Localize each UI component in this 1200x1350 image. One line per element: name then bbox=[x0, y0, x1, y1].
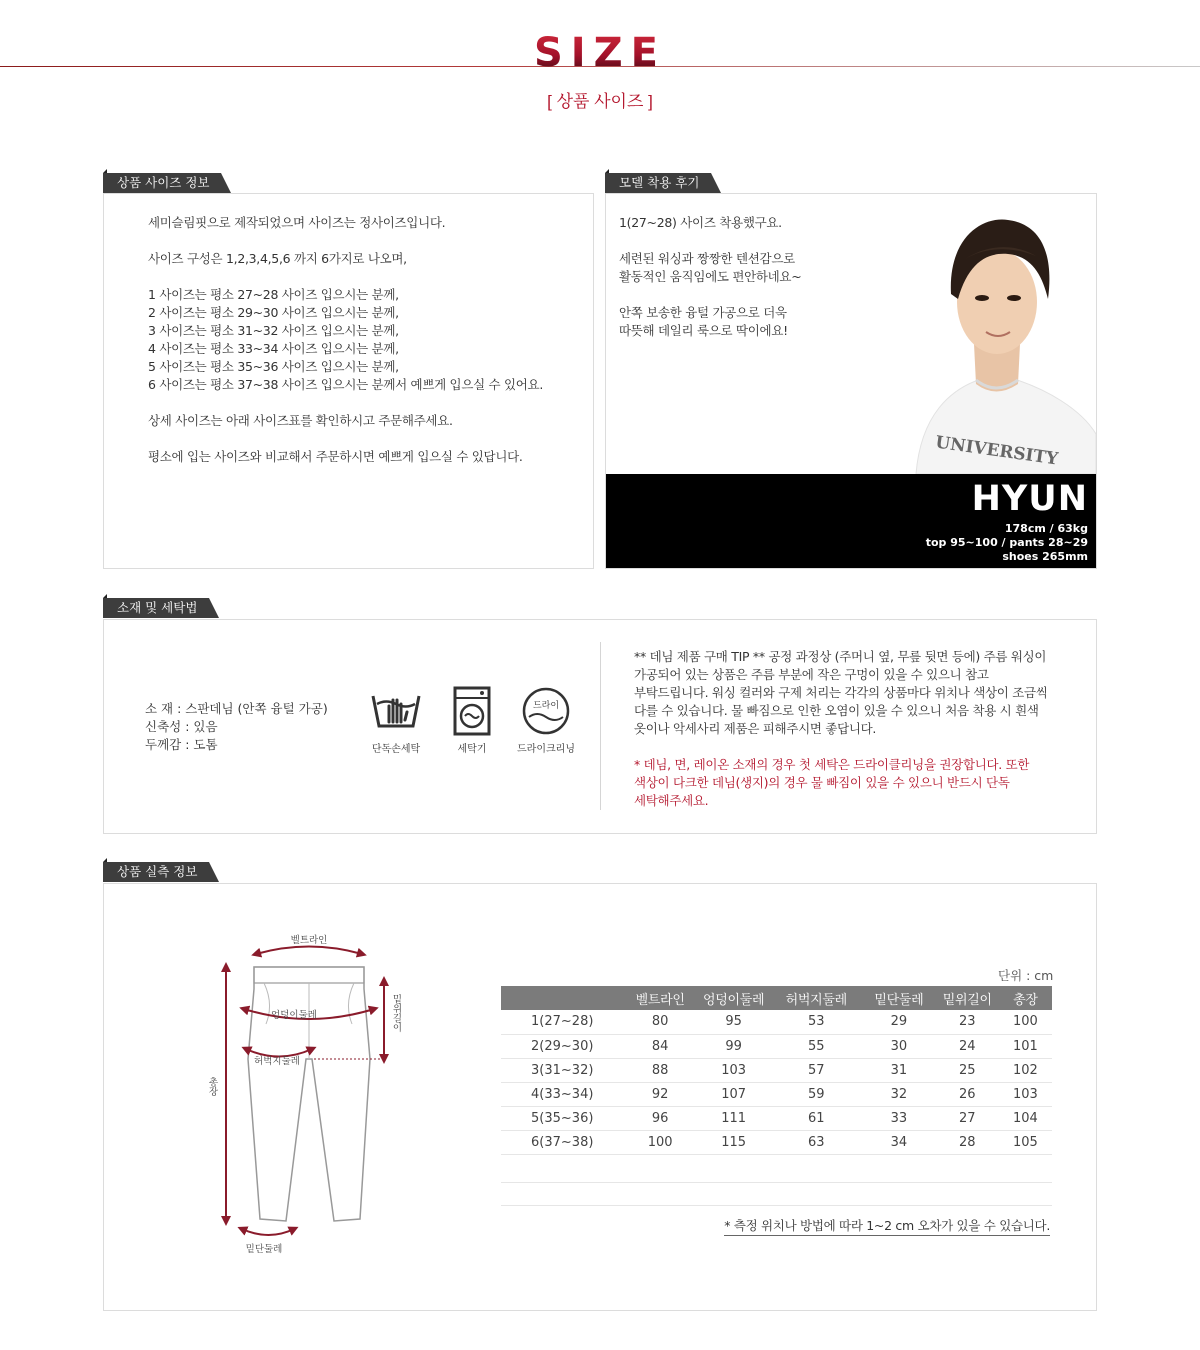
diagram-rise-label: 밑위길이 bbox=[390, 994, 402, 1032]
wash-item-machine bbox=[442, 686, 502, 755]
table-cell: 103 bbox=[697, 1058, 770, 1082]
size-info-line: 상세 사이즈는 아래 사이즈표를 확인하시고 주문해주세요. bbox=[148, 413, 453, 428]
table-row bbox=[501, 1010, 1052, 1034]
size-info-line bbox=[148, 232, 543, 250]
model-shoe-size: shoes 265mm bbox=[1002, 550, 1088, 563]
table-cell: 88 bbox=[623, 1058, 696, 1082]
table-cell: 55 bbox=[770, 1034, 862, 1058]
table-cell: 96 bbox=[623, 1106, 696, 1130]
table-row bbox=[501, 1082, 1052, 1106]
table-header-cell: 허벅지둘레 bbox=[770, 986, 862, 1010]
material-line: 소 재 : 스판데님 (안쪽 융털 가공) bbox=[145, 701, 328, 716]
model-review-line: 따뜻해 데일리 룩으로 딱이에요! bbox=[619, 323, 788, 338]
table-cell: 5(35~36) bbox=[501, 1106, 623, 1130]
size-info-box bbox=[103, 193, 594, 569]
diagram-hem-label: 밑단둘레 bbox=[245, 1244, 283, 1255]
model-height-weight: 178cm / 63kg bbox=[1004, 522, 1088, 535]
table-header-row bbox=[501, 986, 1052, 1010]
size-info-line bbox=[148, 430, 543, 448]
model-review-line: 안쪽 보송한 융털 가공으로 더욱 bbox=[619, 305, 787, 320]
table-cell: 32 bbox=[862, 1082, 935, 1106]
model-photo bbox=[896, 194, 1096, 474]
table-row bbox=[501, 1034, 1052, 1058]
table-footer-line-2 bbox=[501, 1205, 1052, 1206]
size-info-text bbox=[148, 214, 543, 466]
table-cell: 59 bbox=[770, 1082, 862, 1106]
table-header-cell: 밑단둘레 bbox=[862, 986, 935, 1010]
table-cell: 105 bbox=[999, 1130, 1052, 1154]
material-text bbox=[145, 700, 328, 754]
model-review-box bbox=[605, 193, 1097, 569]
table-cell: 80 bbox=[623, 1010, 696, 1034]
table-cell: 101 bbox=[999, 1034, 1052, 1058]
measurement-table bbox=[501, 986, 1052, 1155]
material-divider bbox=[600, 642, 601, 810]
size-info-line: 세미슬림핏으로 제작되었으며 사이즈는 정사이즈입니다. bbox=[148, 215, 446, 230]
unit-label: 단위 : cm bbox=[998, 968, 1054, 983]
model-review-line: 세련된 워싱과 짱짱한 텐션감으로 bbox=[619, 251, 795, 266]
wash-item-dryclean bbox=[511, 686, 581, 755]
table-cell: 57 bbox=[770, 1058, 862, 1082]
size-info-line: 2 사이즈는 평소 29~30 사이즈 입으시는 분께, bbox=[148, 305, 399, 320]
wash-item-hand bbox=[366, 686, 426, 755]
table-cell: 95 bbox=[697, 1010, 770, 1034]
denim-tip-line: ** 데님 제품 구매 TIP ** 공정 과정상 (주머니 옆, 무릎 뒷면 등에) 주름 워싱이 bbox=[634, 649, 1047, 664]
denim-tip-line: 옷이나 악세사리 제품은 피해주시면 좋답니다. bbox=[634, 721, 877, 736]
measurement-note: * 측정 위치나 방법에 따라 1~2 cm 오차가 있을 수 있습니다. bbox=[724, 1216, 1050, 1236]
table-cell: 100 bbox=[623, 1130, 696, 1154]
table-header-cell: 밑위길이 bbox=[936, 986, 999, 1010]
table-footer-line-1 bbox=[501, 1182, 1052, 1183]
model-review-line bbox=[619, 232, 801, 250]
table-cell: 33 bbox=[862, 1106, 935, 1130]
denim-tip-line: 부탁드립니다. 워싱 컬러와 구제 처리는 각각의 상품마다 위치나 색상이 조금씩 bbox=[634, 685, 1048, 700]
tab-material: 소재 및 세탁법 bbox=[103, 598, 209, 618]
table-cell: 26 bbox=[936, 1082, 999, 1106]
table-cell: 24 bbox=[936, 1034, 999, 1058]
diagram-hip-label: 엉덩이둘레 bbox=[271, 1010, 317, 1021]
table-cell: 23 bbox=[936, 1010, 999, 1034]
table-cell: 25 bbox=[936, 1058, 999, 1082]
size-info-line: 3 사이즈는 평소 31~32 사이즈 입으시는 분께, bbox=[148, 323, 399, 338]
page-subtitle: [ 상품 사이즈 ] bbox=[547, 92, 653, 111]
size-info-line bbox=[148, 268, 543, 286]
page-title: SIZE bbox=[0, 30, 1200, 76]
table-cell: 29 bbox=[862, 1010, 935, 1034]
denim-tip-line: 가공되어 있는 상품은 주름 부분에 작은 구멍이 있을 수 있으니 참고 bbox=[634, 667, 989, 682]
pants-diagram bbox=[194, 929, 424, 1259]
table-cell: 53 bbox=[770, 1010, 862, 1034]
table-row bbox=[501, 1130, 1052, 1154]
table-row bbox=[501, 1106, 1052, 1130]
table-cell: 92 bbox=[623, 1082, 696, 1106]
size-info-line: 1 사이즈는 평소 27~28 사이즈 입으시는 분께, bbox=[148, 287, 399, 302]
size-info-line: 사이즈 구성은 1,2,3,4,5,6 까지 6가지로 나오며, bbox=[148, 251, 407, 266]
table-cell: 3(31~32) bbox=[501, 1058, 623, 1082]
size-info-line bbox=[148, 394, 543, 412]
shirt-print-text: UNIVERSITY bbox=[934, 432, 1060, 470]
model-name: HYUN bbox=[971, 479, 1088, 519]
size-info-line: 4 사이즈는 평소 33~34 사이즈 입으시는 분께, bbox=[148, 341, 399, 356]
table-cell: 6(37~38) bbox=[501, 1130, 623, 1154]
material-line: 신축성 : 있음 bbox=[145, 719, 218, 734]
table-cell: 100 bbox=[999, 1010, 1052, 1034]
table-header-cell: 엉덩이둘레 bbox=[697, 986, 770, 1010]
denim-warning-line: * 데님, 면, 레이온 소재의 경우 첫 세탁은 드라이클리닝을 권장합니다. 또한 bbox=[634, 757, 1030, 772]
wash-label-hand: 단독손세탁 bbox=[371, 744, 421, 755]
denim-warning-text bbox=[634, 756, 1048, 810]
diagram-belt-label: 벨트라인 bbox=[290, 935, 328, 946]
table-cell: 111 bbox=[697, 1106, 770, 1130]
table-cell: 34 bbox=[862, 1130, 935, 1154]
diagram-thigh-label: 허벅지둘레 bbox=[254, 1056, 300, 1067]
table-cell: 63 bbox=[770, 1130, 862, 1154]
table-row bbox=[501, 1058, 1052, 1082]
table-cell: 102 bbox=[999, 1058, 1052, 1082]
table-cell: 30 bbox=[862, 1034, 935, 1058]
model-review-text bbox=[619, 214, 801, 340]
table-header-cell: 벨트라인 bbox=[623, 986, 696, 1010]
table-cell: 61 bbox=[770, 1106, 862, 1130]
table-cell: 99 bbox=[697, 1034, 770, 1058]
size-info-line: 5 사이즈는 평소 35~36 사이즈 입으시는 분께, bbox=[148, 359, 399, 374]
tab-model-review: 모델 착용 후기 bbox=[605, 173, 711, 193]
table-cell: 103 bbox=[999, 1082, 1052, 1106]
material-box bbox=[103, 619, 1097, 834]
measurement-box bbox=[103, 883, 1097, 1311]
table-cell: 2(29~30) bbox=[501, 1034, 623, 1058]
dry-clean-icon bbox=[521, 686, 571, 736]
diagram-length-label: 총장 bbox=[206, 1077, 218, 1096]
table-cell: 107 bbox=[697, 1082, 770, 1106]
table-cell: 115 bbox=[697, 1130, 770, 1154]
model-top-pants-size: top 95~100 / pants 28~29 bbox=[925, 536, 1088, 549]
denim-tip-line: 다를 수 있습니다. 물 빠짐으로 인한 오염이 있을 수 있으니 처음 착용 시 흰색 bbox=[634, 703, 1039, 718]
denim-warning-line: 색상이 다크한 데님(생지)의 경우 물 빠짐이 있을 수 있으니 반드시 단독 bbox=[634, 775, 1010, 790]
table-cell: 104 bbox=[999, 1106, 1052, 1130]
tab-measurements: 상품 실측 정보 bbox=[103, 862, 209, 882]
table-cell: 4(33~34) bbox=[501, 1082, 623, 1106]
model-review-line: 1(27~28) 사이즈 착용했구요. bbox=[619, 215, 782, 230]
table-header-cell: 총장 bbox=[999, 986, 1052, 1010]
size-info-line: 6 사이즈는 평소 37~38 사이즈 입으시는 분께서 예쁘게 입으실 수 있어요. bbox=[148, 377, 543, 392]
model-review-line bbox=[619, 286, 801, 304]
table-cell: 1(27~28) bbox=[501, 1010, 623, 1034]
washing-machine-icon bbox=[452, 686, 492, 736]
tab-size-info: 상품 사이즈 정보 bbox=[103, 173, 221, 193]
table-cell: 84 bbox=[623, 1034, 696, 1058]
table-cell: 28 bbox=[936, 1130, 999, 1154]
wash-label-dryclean: 드라이크리닝 bbox=[517, 744, 575, 755]
table-cell: 27 bbox=[936, 1106, 999, 1130]
denim-tip-text bbox=[634, 648, 1048, 810]
table-header-cell bbox=[501, 986, 623, 1010]
denim-warning-line: 세탁해주세요. bbox=[634, 793, 709, 808]
wash-label-machine: 세탁기 bbox=[457, 744, 487, 755]
material-line: 두께감 : 도톰 bbox=[145, 737, 218, 752]
table-cell: 31 bbox=[862, 1058, 935, 1082]
size-info-line: 평소에 입는 사이즈와 비교해서 주문하시면 예쁘게 입으실 수 있답니다. bbox=[148, 449, 523, 464]
hand-wash-icon bbox=[369, 686, 423, 736]
model-review-line: 활동적인 움직임에도 편안하네요~ bbox=[619, 269, 802, 284]
dry-clean-icon-text: 드라이 bbox=[532, 701, 560, 711]
